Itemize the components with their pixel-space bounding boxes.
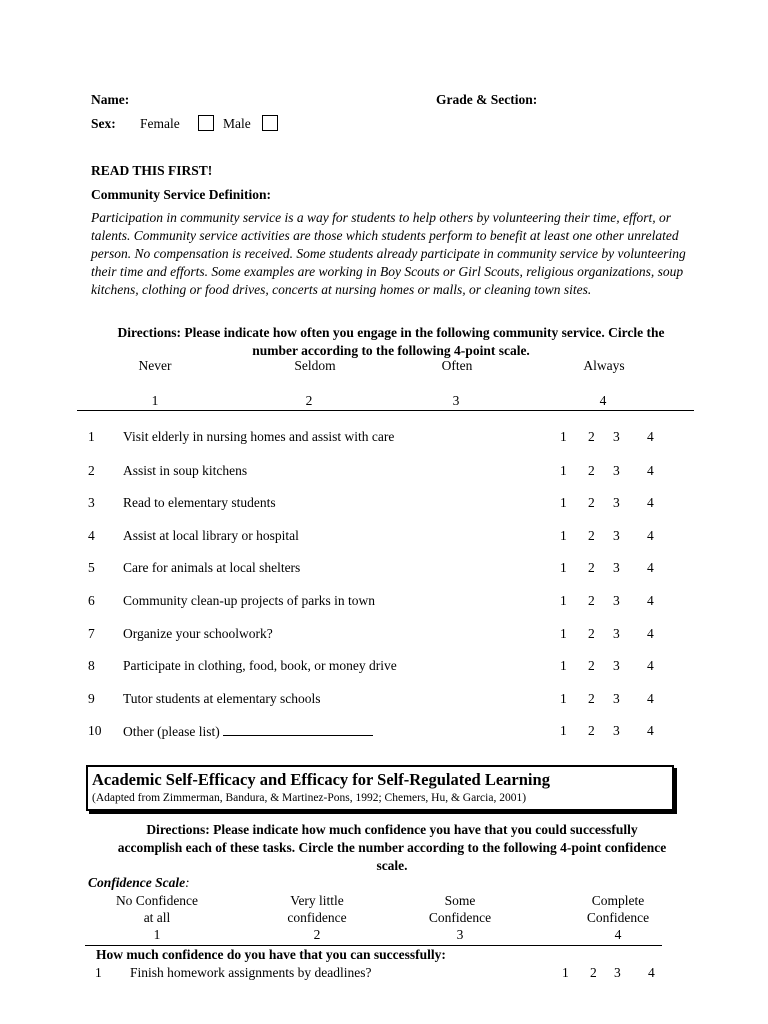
confidence-option-3: [395, 892, 525, 943]
rating-3[interactable]: 3: [613, 463, 620, 478]
confidence-option-4: [553, 892, 683, 943]
rating-3[interactable]: 3: [614, 965, 621, 980]
item-text: Care for animals at local shelters: [123, 560, 301, 575]
section2-directions: Directions: Please indicate how much confidence you have that you could successfully accomplish each of these tasks. Circle the number according to the following 4-point confidence scale.: [117, 822, 667, 873]
read-first-heading: READ THIS FIRST!: [91, 163, 213, 178]
rating-2[interactable]: 2: [588, 593, 595, 608]
rating-3[interactable]: 3: [613, 691, 620, 706]
rating-4[interactable]: 4: [647, 723, 654, 738]
rating-2[interactable]: 2: [588, 463, 595, 478]
confidence-value: 3: [456, 927, 464, 942]
rating-4[interactable]: 4: [647, 658, 654, 673]
name-label: Name:: [91, 92, 130, 107]
rating-4[interactable]: 4: [648, 965, 655, 980]
rating-3[interactable]: 3: [613, 658, 620, 673]
rating-3[interactable]: 3: [613, 495, 620, 510]
rating-3[interactable]: 3: [613, 723, 620, 738]
confidence-label-line1: No Confidence: [115, 893, 199, 908]
scale-value-2: 2: [305, 393, 313, 408]
male-label: Male: [223, 116, 251, 131]
section2-header-box: [86, 765, 674, 811]
rating-2[interactable]: 2: [588, 495, 595, 510]
definition-text: Participation in community service is a way for students to help others by volunteering their time, effort, or talents. Community service activities are those which students perform to benefit at least one other unrelated person. No compensation is received. Some students already participate in community service by volunteering their time and efforts. Some examples are working in Boy Scouts or Girl Scouts, religious organizations, soup kitchens, clothing or food drives, concerts at nursing homes or malls, or cleaning town sites.: [91, 210, 686, 297]
item-number: 2: [88, 463, 95, 478]
scale-value-1: 1: [151, 393, 159, 408]
rating-1[interactable]: 1: [560, 691, 567, 706]
item-text-other: [123, 723, 373, 740]
female-checkbox[interactable]: [198, 115, 214, 131]
rating-1[interactable]: 1: [560, 528, 567, 543]
confidence-label-line1: Complete: [591, 893, 645, 908]
scale-label-always: Always: [583, 358, 625, 373]
scale-label-often: Often: [441, 358, 473, 373]
rating-1[interactable]: 1: [560, 723, 567, 738]
rating-4[interactable]: 4: [647, 528, 654, 543]
rating-3[interactable]: 3: [613, 626, 620, 641]
male-checkbox[interactable]: [262, 115, 278, 131]
rating-3[interactable]: 3: [613, 593, 620, 608]
definition-title: Community Service Definition:: [91, 187, 271, 202]
rating-4[interactable]: 4: [647, 495, 654, 510]
scale-label-seldom: Seldom: [294, 358, 336, 373]
confidence-label-line2: confidence: [287, 910, 347, 925]
item-number: 3: [88, 495, 95, 510]
scale-label-never: Never: [138, 358, 172, 373]
item-number: 6: [88, 593, 95, 608]
list-item: [0, 463, 768, 483]
rating-2[interactable]: 2: [590, 965, 597, 980]
rating-1[interactable]: 1: [560, 495, 567, 510]
list-item: [0, 658, 768, 678]
rating-2[interactable]: 2: [588, 528, 595, 543]
list-item: [0, 429, 768, 449]
rating-1[interactable]: 1: [560, 560, 567, 575]
confidence-scale-divider: [85, 945, 662, 946]
item-text: Assist in soup kitchens: [123, 463, 248, 478]
list-item: [0, 965, 768, 985]
item-text: Visit elderly in nursing homes and assist with care: [123, 429, 395, 444]
confidence-value: 1: [153, 927, 161, 942]
list-item: [0, 626, 768, 646]
sex-label: Sex:: [91, 116, 116, 131]
rating-2[interactable]: 2: [588, 691, 595, 706]
question-stem: How much confidence do you have that you can successfully:: [96, 947, 446, 962]
grade-section-label: Grade & Section:: [436, 92, 538, 107]
confidence-label-line1: Very little: [290, 893, 344, 908]
female-label: Female: [140, 116, 180, 131]
rating-1[interactable]: 1: [560, 429, 567, 444]
section2-title: Academic Self-Efficacy and Efficacy for Self-Regulated Learning: [92, 770, 550, 789]
rating-2[interactable]: 2: [588, 429, 595, 444]
confidence-option-2: [252, 892, 382, 943]
rating-3[interactable]: 3: [613, 560, 620, 575]
item-number: 7: [88, 626, 95, 641]
confidence-label-line1: Some: [444, 893, 476, 908]
rating-2[interactable]: 2: [588, 658, 595, 673]
rating-2[interactable]: 2: [588, 560, 595, 575]
scale-value-4: 4: [599, 393, 607, 408]
list-item: [0, 560, 768, 580]
item-text: Finish homework assignments by deadlines?: [130, 965, 372, 980]
item-number: 4: [88, 528, 95, 543]
item-text: Participate in clothing, food, book, or money drive: [123, 658, 397, 673]
list-item: [0, 495, 768, 515]
rating-4[interactable]: 4: [647, 463, 654, 478]
item-text: Community clean-up projects of parks in town: [123, 593, 375, 608]
rating-4[interactable]: 4: [647, 593, 654, 608]
other-label: Other (please list): [123, 724, 220, 739]
item-text: Organize your schoolwork?: [123, 626, 273, 641]
section1-directions: Directions: Please indicate how often you engage in the following community service. Circle the number according to the following 4-point scale.: [117, 325, 665, 358]
rating-1[interactable]: 1: [562, 965, 569, 980]
item-number: 1: [88, 429, 95, 444]
section2-citation: (Adapted from Zimmerman, Bandura, & Martinez-Pons, 1992; Chemers, Hu, & Garcia, 2001): [92, 792, 527, 804]
scale-divider: [77, 410, 694, 411]
item-number: 1: [95, 965, 102, 980]
item-text: Assist at local library or hospital: [123, 528, 299, 543]
item-text: Read to elementary students: [123, 495, 276, 510]
list-item: [0, 723, 768, 743]
list-item: [0, 691, 768, 711]
confidence-value: 2: [313, 927, 321, 942]
rating-4[interactable]: 4: [647, 691, 654, 706]
rating-1[interactable]: 1: [560, 593, 567, 608]
rating-1[interactable]: 1: [560, 463, 567, 478]
rating-1[interactable]: 1: [560, 626, 567, 641]
confidence-label-line2: Confidence: [428, 910, 492, 925]
confidence-value: 4: [614, 927, 622, 942]
list-item: [0, 528, 768, 548]
confidence-scale-title: Confidence Scale:: [88, 875, 190, 890]
rating-3[interactable]: 3: [613, 528, 620, 543]
rating-4[interactable]: 4: [647, 560, 654, 575]
confidence-label-line2: Confidence: [586, 910, 650, 925]
item-number: 9: [88, 691, 95, 706]
item-number: 5: [88, 560, 95, 575]
item-text: Tutor students at elementary schools: [123, 691, 321, 706]
other-fill-blank[interactable]: [223, 723, 373, 736]
rating-4[interactable]: 4: [647, 429, 654, 444]
rating-3[interactable]: 3: [613, 429, 620, 444]
rating-4[interactable]: 4: [647, 626, 654, 641]
item-number: 10: [88, 723, 102, 738]
rating-2[interactable]: 2: [588, 723, 595, 738]
confidence-option-1: [92, 892, 222, 943]
rating-2[interactable]: 2: [588, 626, 595, 641]
scale-value-3: 3: [452, 393, 460, 408]
rating-1[interactable]: 1: [560, 658, 567, 673]
confidence-label-line2: at all: [143, 910, 171, 925]
list-item: [0, 593, 768, 613]
item-number: 8: [88, 658, 95, 673]
